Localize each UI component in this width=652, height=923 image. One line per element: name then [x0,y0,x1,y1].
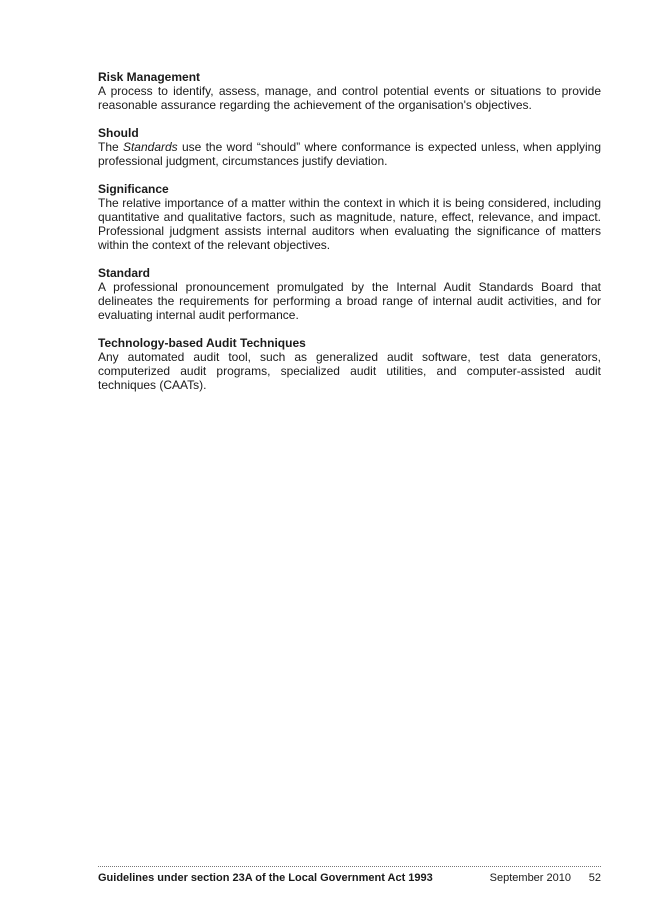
glossary-term: Should [98,126,139,140]
glossary-definition: A professional pronouncement promulgated by the Internal Audit Standards Board that delineates the requirements for performing a broad range of internal audit activities, and for evaluating internal audit performance. [98,280,601,322]
glossary-definition: The relative importance of a matter within the context in which it is being considered, including quantitative and qualitative factors, such as magnitude, nature, effect, relevance, and impact. Professional judgment assists internal auditors when evaluating the significance of matters within the context of the relevant objectives. [98,196,601,252]
glossary-content [98,70,601,406]
footer-document-title: Guidelines under section 23A of the Local Government Act 1993 [98,872,433,884]
page-footer [98,866,601,884]
glossary-term: Technology-based Audit Techniques [98,336,306,350]
glossary-definition: Any automated audit tool, such as generalized audit software, test data generators, computerized audit programs, specialized audit utilities, and computer-assisted audit techniques (CAATs). [98,350,601,392]
glossary-entry-standard [98,266,601,322]
footer-page-number: 52 [588,872,601,884]
glossary-entry-technology-based-audit-techniques [98,336,601,392]
glossary-entry-risk-management [98,70,601,112]
definition-emphasis: Standards [122,140,178,154]
definition-suffix: use the word “should” where conformance is expected unless, when applying professional judgment, circumstances justify deviation. [98,140,601,168]
footer-date: September 2010 [489,872,571,884]
glossary-term: Standard [98,266,151,280]
definition-prefix: The [98,140,123,154]
glossary-definition: A process to identify, assess, manage, and control potential events or situations to provide reasonable assurance regarding the achievement of the organisation's objectives. [98,84,601,112]
glossary-definition [98,140,601,168]
glossary-term: Significance [98,182,169,196]
glossary-entry-significance [98,182,601,252]
glossary-term: Risk Management [98,70,201,84]
glossary-entry-should [98,126,601,168]
